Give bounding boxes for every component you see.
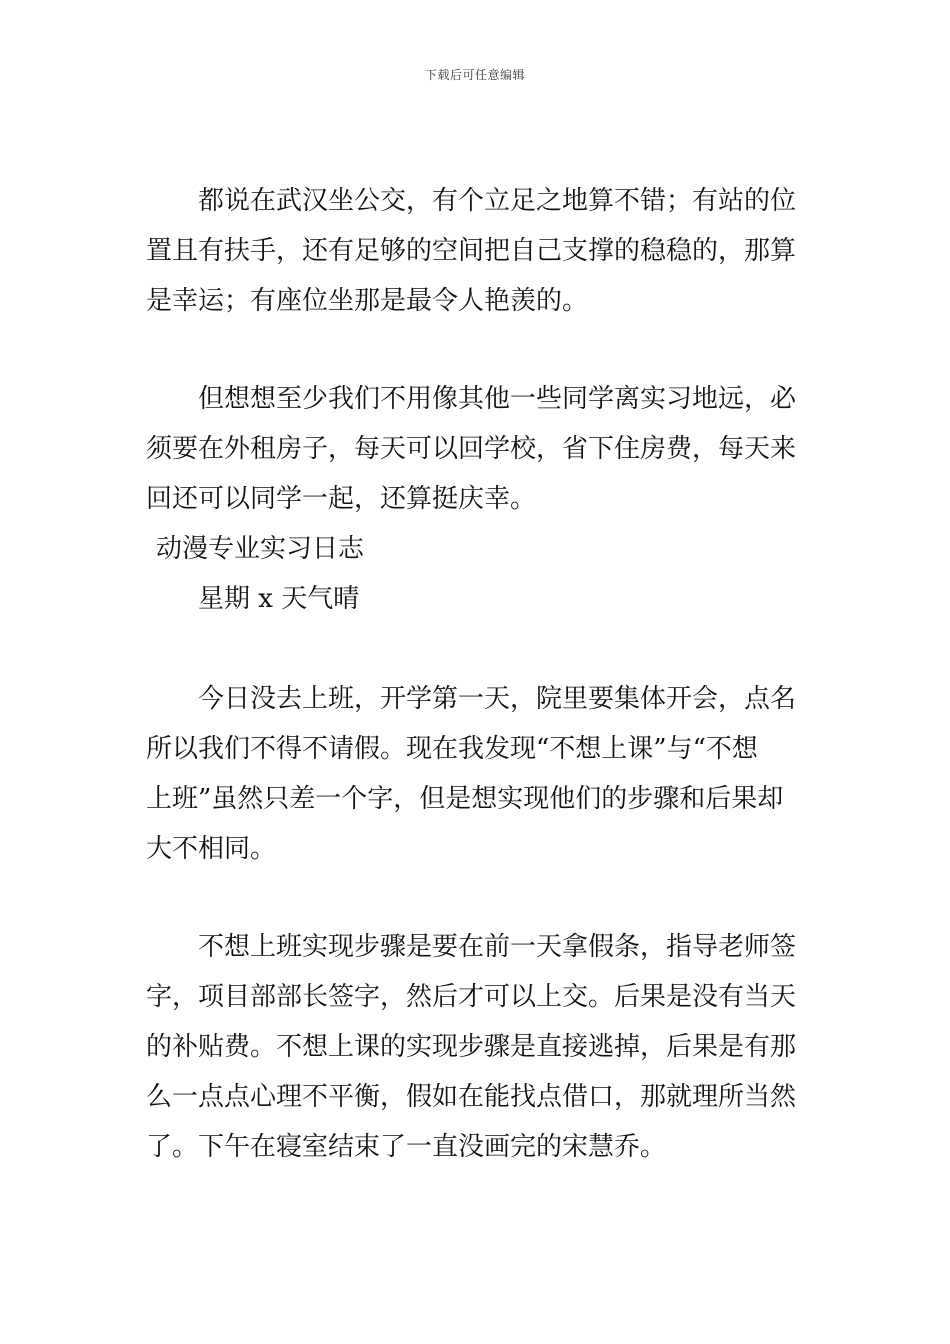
paragraph-line: 么一点点心理不平衡，假如在能找点借口，那就理所当然 — [146, 1082, 797, 1112]
paragraph-line: 所以我们不得不请假。现在我发现“不想上课”与“不想 — [146, 734, 758, 764]
page-header-note: 下载后可任意编辑 — [424, 68, 525, 82]
paragraph-line: 上班”虽然只差一个字，但是想实现他们的步骤和后果却 — [146, 784, 784, 814]
paragraph-line: 置且有扶手，还有足够的空间把自己支撑的稳稳的，那算 — [146, 236, 797, 266]
paragraph-line: 都说在武汉坐公交，有个立足之地算不错；有站的位 — [198, 186, 797, 216]
paragraph-line: 字，项目部部长签字，然后才可以上交。后果是没有当天 — [146, 982, 797, 1012]
paragraph-line: 大不相同。 — [146, 834, 277, 864]
paragraph-line: 回还可以同学一起，还算挺庆幸。 — [146, 484, 537, 514]
paragraph-line: 须要在外租房子，每天可以回学校，省下住房费，每天来 — [146, 434, 797, 464]
date-weather-line: 星期 x 天气晴 — [198, 584, 360, 614]
paragraph-line: 了。下午在寝室结束了一直没画完的宋慧乔。 — [146, 1132, 667, 1162]
paragraph-line: 的补贴费。不想上课的实现步骤是直接逃掉，后果是有那 — [146, 1032, 797, 1062]
paragraph-line: 是幸运；有座位坐那是最令人艳羡的。 — [146, 286, 589, 316]
paragraph-line: 今日没去上班，开学第一天，院里要集体开会，点名 — [198, 684, 797, 714]
paragraph-line: 不想上班实现步骤是要在前一天拿假条，指导老师签 — [198, 932, 797, 962]
paragraph-line: 但想想至少我们不用像其他一些同学离实习地远，必 — [198, 384, 797, 414]
section-title: 动漫专业实习日志 — [156, 534, 365, 564]
